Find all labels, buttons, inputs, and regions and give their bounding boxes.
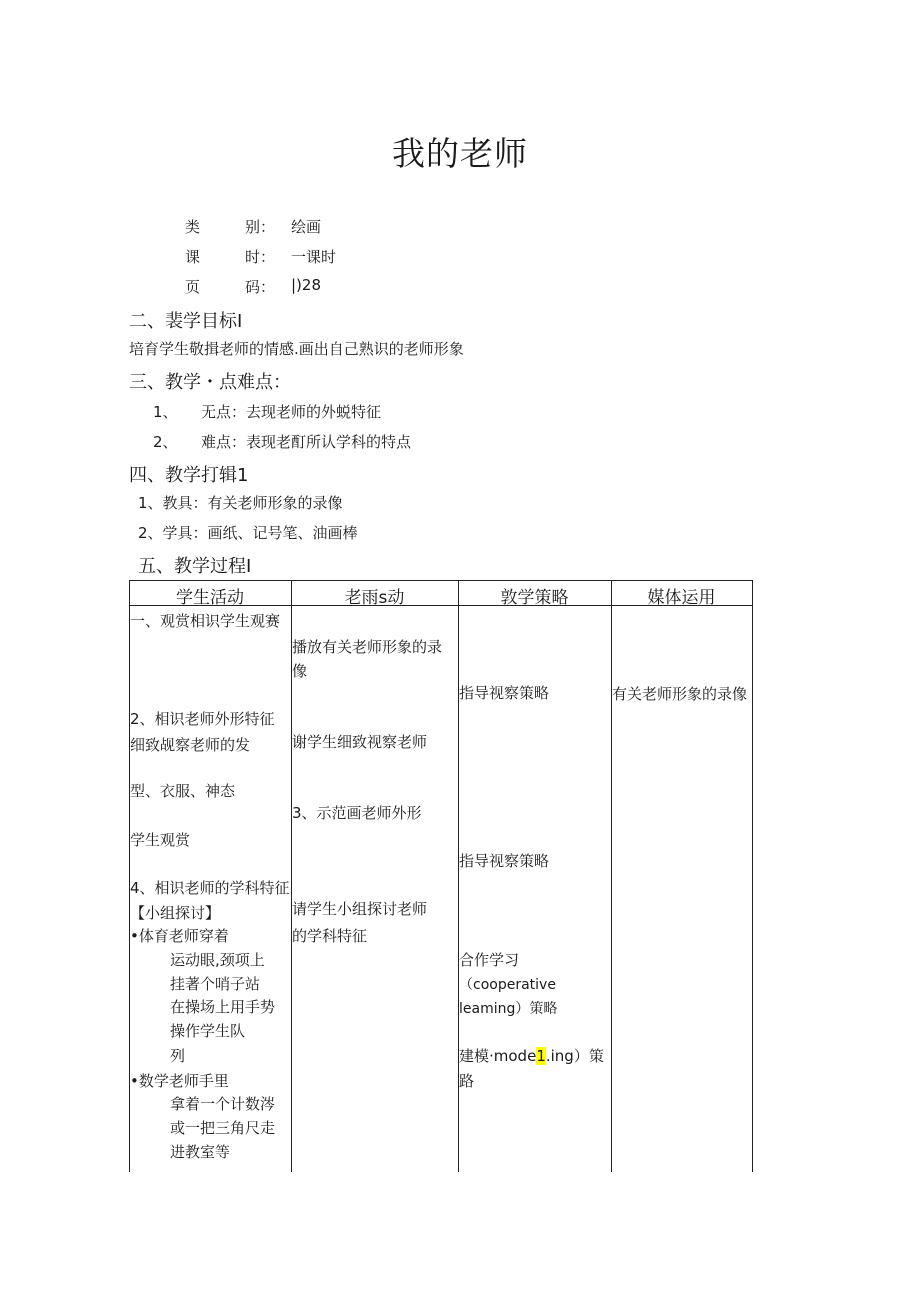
student-activity-line: 列 bbox=[170, 1047, 186, 1065]
student-activity-line: 操作学生队 bbox=[170, 1022, 246, 1040]
teacher-activity-line: 3、示范画老师外形 bbox=[292, 804, 422, 822]
table-col-divider bbox=[611, 580, 612, 1172]
student-activity-line: 在操场上用手势 bbox=[170, 998, 276, 1016]
key-item-2-num: 2、 bbox=[153, 433, 178, 451]
page-title: 我的老师 bbox=[392, 134, 528, 173]
goal-heading: 二、裴学目标I bbox=[129, 311, 243, 332]
student-activity-line: 运动眼,颈项上 bbox=[170, 951, 265, 969]
teacher-activity-line: 播放有关老师形象的录 bbox=[292, 638, 443, 656]
header-student-activity: 学生活动 bbox=[176, 588, 244, 608]
student-activity-line: 2、相识老师外形特征 bbox=[130, 710, 275, 728]
highlighted-text: 1 bbox=[536, 1047, 546, 1065]
key-item-1-num: 1、 bbox=[153, 403, 178, 421]
meta-key: 课 bbox=[185, 248, 201, 266]
meta-value: |)28 bbox=[291, 276, 321, 294]
teacher-activity-line: 像 bbox=[292, 662, 308, 680]
student-activity-line: 学生观赏 bbox=[130, 831, 191, 849]
header-teaching-strategy: 敦学策略 bbox=[500, 588, 569, 608]
student-activity-line: 型、衣服、神态 bbox=[130, 782, 236, 800]
strategy-text: .ing）策 bbox=[545, 1047, 604, 1065]
student-activity-line: 4、相识老师的学科特征 bbox=[130, 879, 290, 897]
table-top-border bbox=[129, 580, 753, 581]
student-activity-line: 挂著个哨子站 bbox=[170, 975, 261, 993]
strategy-line: leaming）策略 bbox=[459, 1001, 558, 1017]
strategy-line: 指导视察策略 bbox=[459, 684, 550, 702]
teacher-activity-line: 的学科特征 bbox=[292, 927, 368, 945]
header-media-use: 媒体运用 bbox=[647, 588, 716, 608]
process-table bbox=[129, 580, 753, 1172]
strategy-text: 建模·mode bbox=[459, 1047, 537, 1065]
prep-item-1: 1、教具：有关老师形象的录像 bbox=[138, 494, 343, 512]
strategy-line: （cooperative bbox=[459, 977, 556, 993]
meta-key: 类 bbox=[185, 218, 201, 236]
goal-text: 培育学生敬揖老师的情感.画出自己熟识的老师形象 bbox=[129, 340, 464, 358]
meta-key: 页 bbox=[185, 278, 201, 296]
student-activity-line: 【小组探讨】 bbox=[130, 904, 221, 922]
media-use-line: 有关老师形象的录像 bbox=[612, 685, 748, 703]
strategy-line: 合作学习 bbox=[459, 951, 520, 969]
meta-value: 绘画 bbox=[291, 218, 322, 236]
strategy-line bbox=[459, 1045, 604, 1066]
key-heading: 三、教学・点难点： bbox=[129, 372, 291, 393]
meta-key-suffix: 别： bbox=[245, 218, 276, 236]
meta-key-suffix: 码： bbox=[245, 278, 276, 296]
student-activity-line: 拿着一个计数涔 bbox=[170, 1095, 276, 1113]
student-activity-line: •数学老师手里 bbox=[130, 1072, 229, 1090]
student-activity-line: 或一把三角尺走 bbox=[170, 1119, 276, 1137]
key-item-2-text: 难点：表现老酊所认学科的特点 bbox=[201, 433, 412, 451]
meta-value: 一课时 bbox=[291, 248, 337, 266]
student-activity-line: 一、观赏相识学生观赛 bbox=[130, 612, 281, 630]
meta-key-suffix: 时： bbox=[245, 248, 276, 266]
teacher-activity-line: 请学生小组探讨老师 bbox=[292, 900, 428, 918]
table-border-right bbox=[752, 580, 753, 1172]
prep-item-2: 2、学具：画纸、记号笔、油画棒 bbox=[138, 524, 358, 542]
strategy-line: 指导视察策略 bbox=[459, 852, 550, 870]
key-item-1-text: 无点：去现老师的外蜕特征 bbox=[201, 403, 382, 421]
header-teacher-activity: 老雨s动 bbox=[344, 588, 405, 608]
prep-heading: 四、教学打辑1 bbox=[129, 465, 249, 486]
process-heading: 五、教学过程I bbox=[138, 556, 252, 577]
student-activity-line: 细致觇察老师的发 bbox=[130, 736, 251, 754]
teacher-activity-line: 谢学生细致视察老师 bbox=[292, 733, 428, 751]
student-activity-line: •体育老师穿着 bbox=[130, 927, 229, 945]
strategy-line: 路 bbox=[459, 1072, 475, 1090]
student-activity-line: 进教室等 bbox=[170, 1143, 231, 1161]
